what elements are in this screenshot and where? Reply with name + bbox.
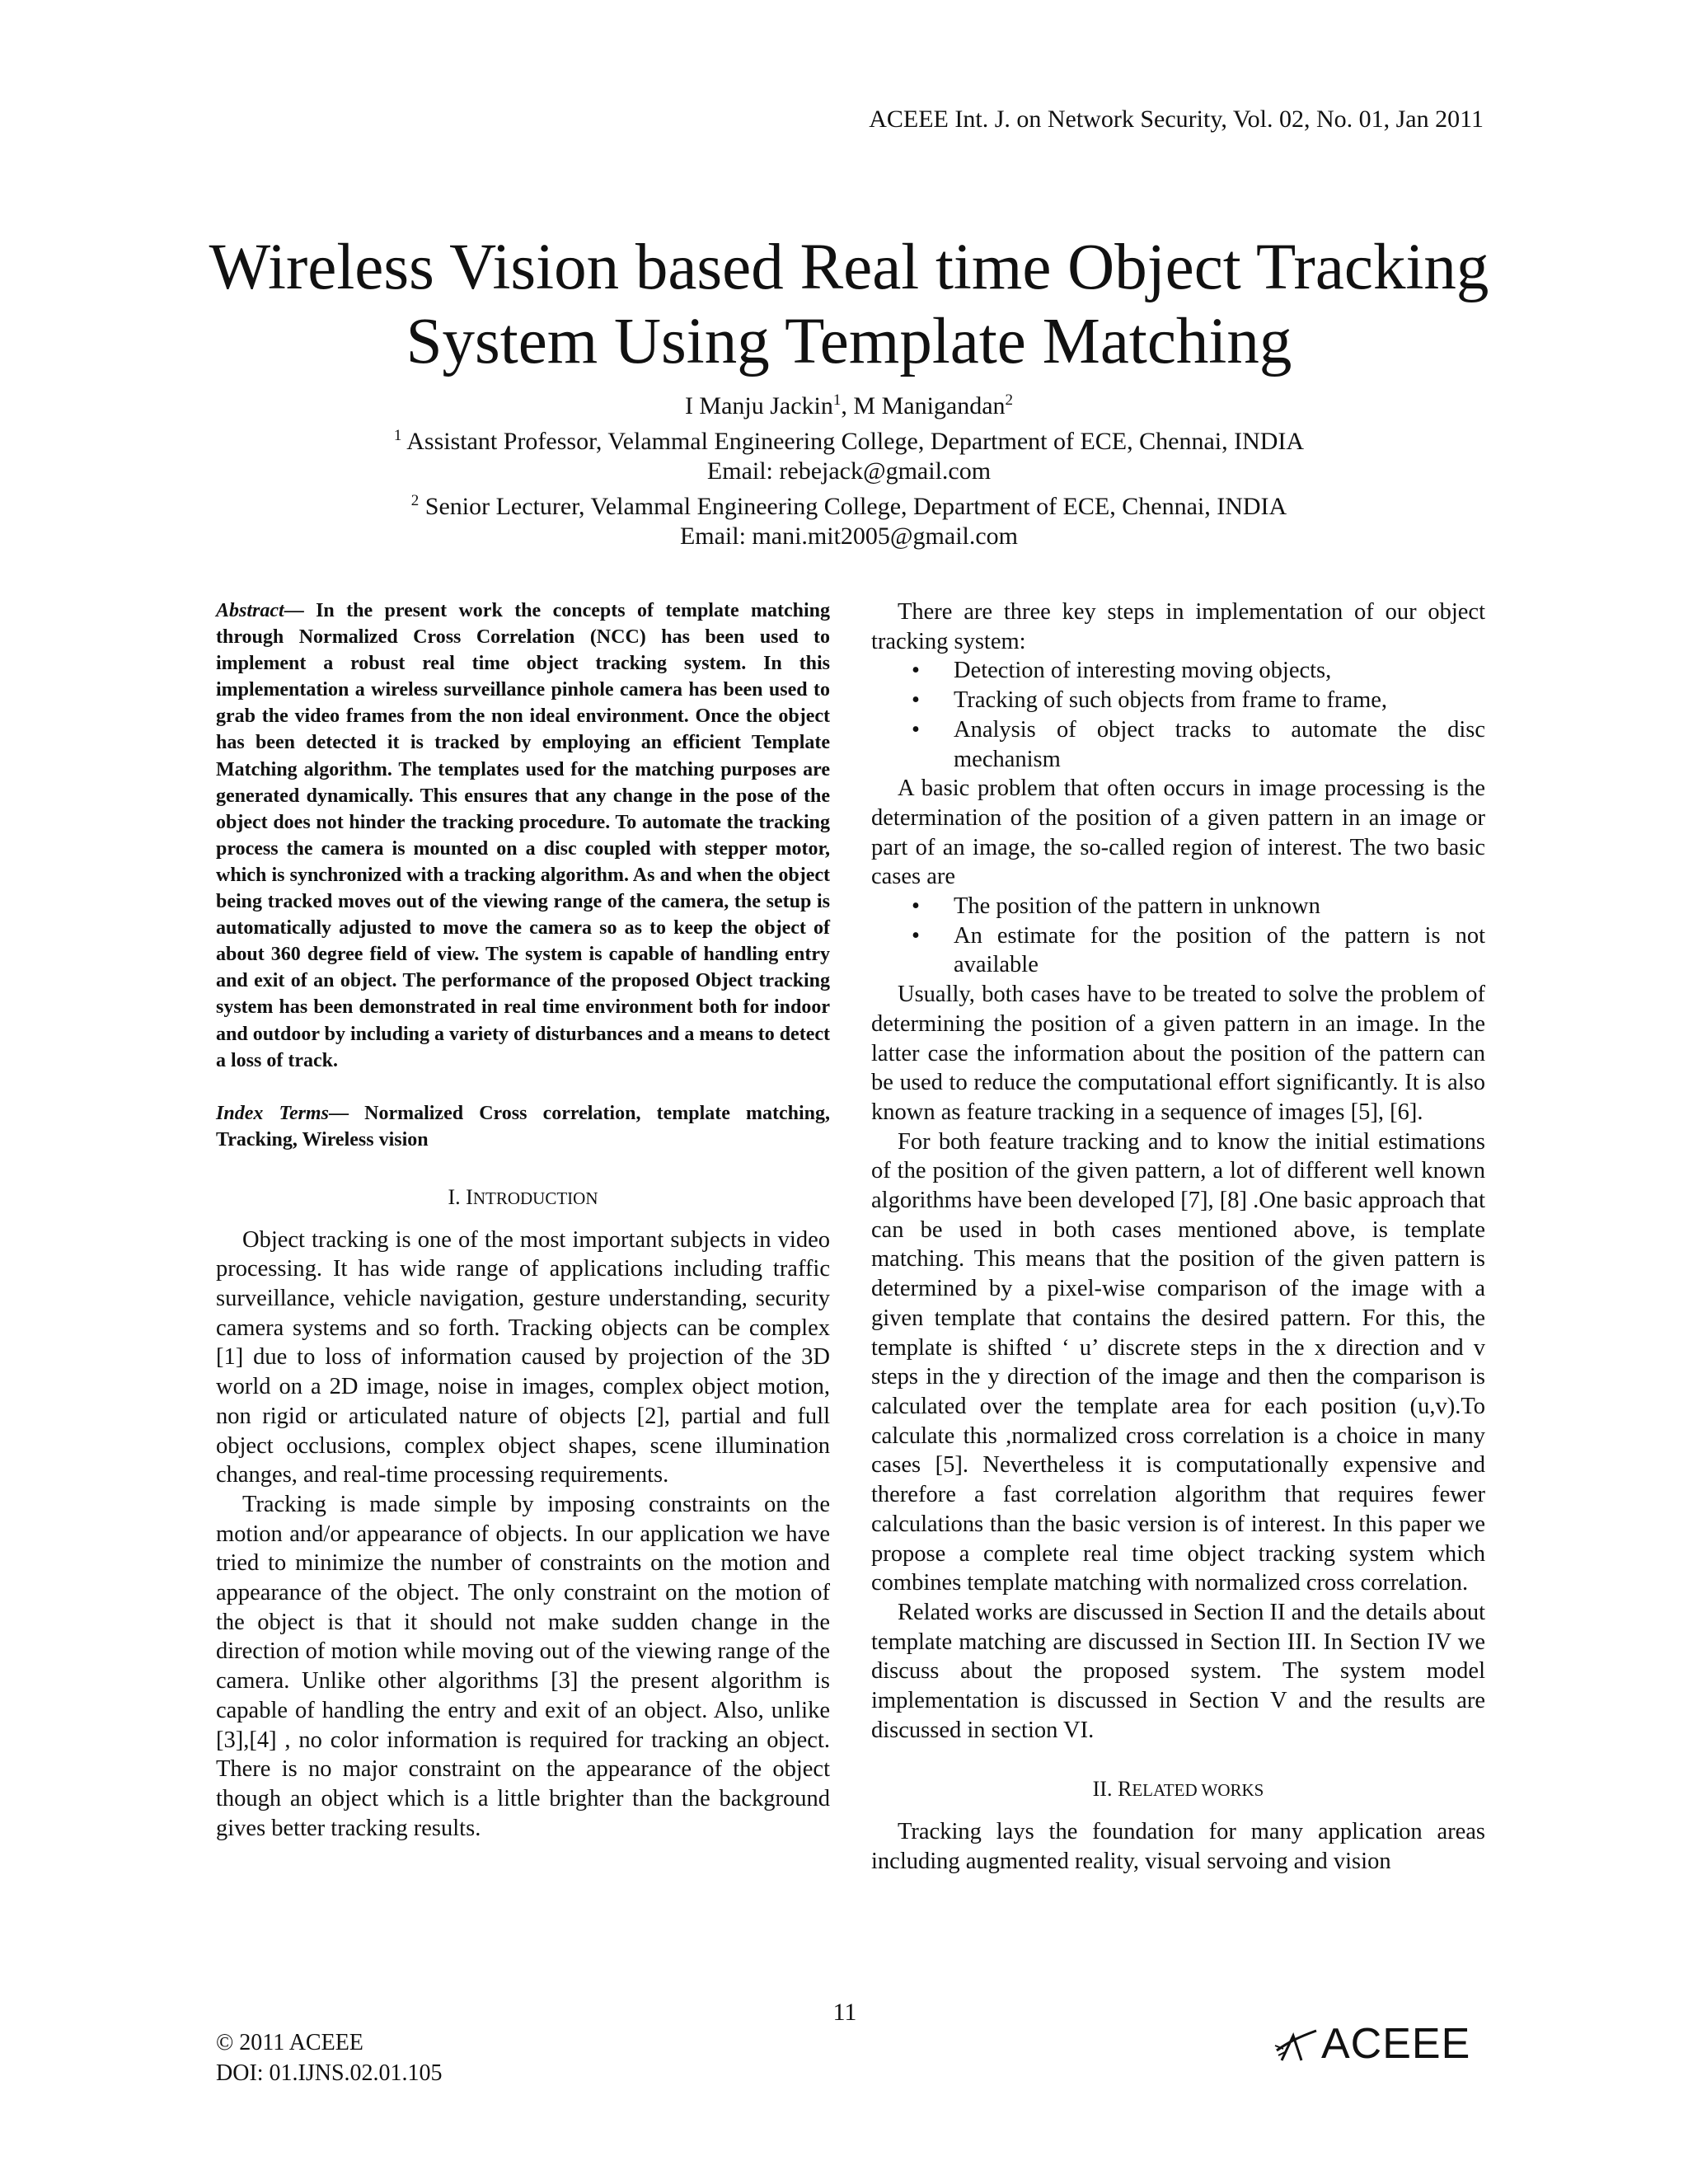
list-item: • Tracking of such objects from frame to frame,	[871, 686, 1485, 715]
right-column	[871, 598, 1485, 1877]
affiliation-2	[124, 486, 1574, 522]
page-number: 11	[832, 1999, 857, 2026]
abstract-label: Abstract	[216, 600, 284, 621]
affiliation-2-text: Senior Lecturer, Velammal Engineering College, Department of ECE, Chennai, INDIA	[419, 493, 1287, 520]
list-item: • Detection of interesting moving objects,	[871, 656, 1485, 686]
section-heading-introduction	[216, 1183, 830, 1214]
section-heading-related-works	[871, 1774, 1485, 1806]
list-item: • The position of the pattern in unknown	[871, 892, 1485, 921]
footer-copyright: © 2011 ACEEE	[216, 2030, 363, 2055]
affiliation-1-text: Assistant Professor, Velammal Engineering College, Department of ECE, Chennai, INDIA	[401, 428, 1305, 455]
intro-paragraph-1: Object tracking is one of the most important subjects in video processing. It has wide range of applications including traffic surveillance, vehicle navigation, gesture understanding, security camera systems and so forth. Tracking objects can be complex [1] due to loss of information caused by projection of the 3D world on a 2D image, noise in images, complex object motion, non rigid or articulated nature of objects [2], partial and full object occlusions, complex object shapes, scene illumination changes, and real-time processing requirements.	[216, 1226, 830, 1488]
both-paragraph: For both feature tracking and to know the initial estimations of the position of the given pattern, a lot of different well known algorithms have been developed [7], [8] .One basic approach that can be used in both cases mentioned above, is template matching. This means that the position of the given pattern is determined by a pixel-wise comparison of the image with a given template that contains the desired pattern. For this, the template is shifted ‘ u’ discrete steps in the x direction and v steps in the y direction of the image and then the comparison is calculated over the template area for each position (u,v).To calculate this ,normalized cross correlation is a choice in many cases [5]. Nevertheless it is computationally expensive and therefore a fast correlation algorithm that requires fewer calculations than the basic version is of interest. In this paper we propose a complete real time object tracking system which combines template matching with normalized cross correlation.	[871, 1128, 1485, 1596]
affiliation-2-sup: 2	[410, 492, 420, 509]
affiliation-1-sup: 1	[393, 427, 402, 444]
tracking-paragraph: Tracking lays the foundation for many application areas including augmented reality, visual servoing and vision	[871, 1819, 1485, 1874]
intro-paragraph-2: Tracking is made simple by imposing constraints on the motion and/or appearance of objects. In our application we have tried to minimize the number of constraints on the motion and appearance of the object. The only constraint on the motion of the object is that it should not make sudden change in the direction of motion while moving out of the viewing range of the camera. Unlike other algorithms [3] the present algorithm is capable of handling the entry and exit of an object. Also, unlike [3],[4] , no color information is required for tracking an object. There is no major constraint on the appearance of the object though an object which is a little brighter than the background gives better tracking results.	[216, 1491, 830, 1841]
problem-paragraph: A basic problem that often occurs in image processing is the determination of the position of a given pattern in an image or part of an image, the so-called region of interest. The two basic cases are	[871, 776, 1485, 890]
email-2: Email: mani.mit2005@gmail.com	[679, 523, 1019, 550]
steps-paragraph: There are three key steps in implementation of our object tracking system:	[871, 599, 1485, 654]
steps-list	[871, 656, 1485, 774]
affiliation-1	[124, 421, 1574, 457]
left-column	[216, 598, 830, 1843]
section-2-first-letter: R	[1117, 1777, 1132, 1802]
related-paragraph: Related works are discussed in Section II and the details about template matching are discussed in Section III. In Section IV we discuss about the proposed system. The system model implementation is discussed in Section V and the results are discussed in section VI.	[871, 1599, 1485, 1743]
title-line-2: System Using Template Matching	[406, 306, 1292, 377]
index-terms-label: Index Terms	[216, 1102, 329, 1124]
index-terms-text: Normalized Cross correlation, template matching, Tracking, Wireless vision	[216, 1102, 831, 1151]
abstract	[216, 598, 830, 1074]
index-terms	[216, 1100, 830, 1153]
abstract-dash: —	[284, 600, 316, 621]
aceee-logo	[1273, 2019, 1488, 2069]
section-1-first-letter: I	[466, 1184, 473, 1209]
author-1: I Manju Jackin	[684, 392, 833, 419]
footer-doi: DOI: 01.IJNS.02.01.105	[216, 2060, 443, 2086]
section-2-number: II.	[1092, 1777, 1118, 1802]
author-line	[124, 386, 1574, 421]
section-1-number: I.	[448, 1184, 467, 1209]
author-separator: ,	[841, 392, 854, 419]
title-line-1: Wireless Vision based Real time Object Tracking	[209, 232, 1489, 303]
author-2-sup: 2	[1005, 391, 1014, 409]
email-1: Email: rebejack@gmail.com	[706, 457, 992, 485]
authors-block	[124, 386, 1574, 551]
section-2-rest: ELATED WORKS	[1132, 1780, 1264, 1801]
running-header: ACEEE Int. J. on Network Security, Vol. 02, No. 01, Jan 2011	[869, 105, 1484, 133]
author-1-sup: 1	[832, 391, 842, 409]
paper-title	[124, 231, 1574, 379]
section-1-rest: NTRODUCTION	[472, 1188, 598, 1208]
usually-paragraph: Usually, both cases have to be treated to solve the problem of determining the position of a given pattern in an image. In the latter case the information about the position of the pattern can be used to reduce the computational effort significantly. It is also known as feature tracking in a sequence of images [5], [6].	[871, 982, 1485, 1125]
footer	[216, 2027, 443, 2088]
aceee-logo-icon	[1273, 2019, 1323, 2069]
list-item: • Analysis of object tracks to automate the disc mechanism	[871, 715, 1485, 774]
list-item: • An estimate for the position of the pattern is not available	[871, 921, 1485, 980]
index-terms-dash: —	[328, 1102, 365, 1124]
aceee-logo-text: ACEEE	[1321, 2020, 1471, 2068]
abstract-text: In the present work the concepts of template matching through Normalized Cross Correlation (NCC) has been used to implement a robust real time object tracking system. In this implementation a wireless surveillance pinhole camera has been used to grab the video frames from the non ideal environment. Once the object has been detected it is tracked by employing an efficient Template Matching algorithm. The templates used for the matching purposes are generated dynamically. This ensures that any change in the pose of the object does not hinder the tracking procedure. To automate the tracking process the camera is mounted on a disc coupled with stepper motor, which is synchronized with a tracking algorithm. As and when the object being tracked moves out of the viewing range of the camera, the setup is automatically adjusted to move the camera so as to keep the object of about 360 degree field of view. The system is capable of handling entry and exit of an object. The performance of the proposed Object tracking system has been demonstrated in real time environment both for indoor and outdoor by including a variety of disturbances and a means to detect a loss of track.	[216, 600, 831, 1071]
author-2: M Manigandan	[853, 392, 1006, 419]
cases-list	[871, 892, 1485, 980]
